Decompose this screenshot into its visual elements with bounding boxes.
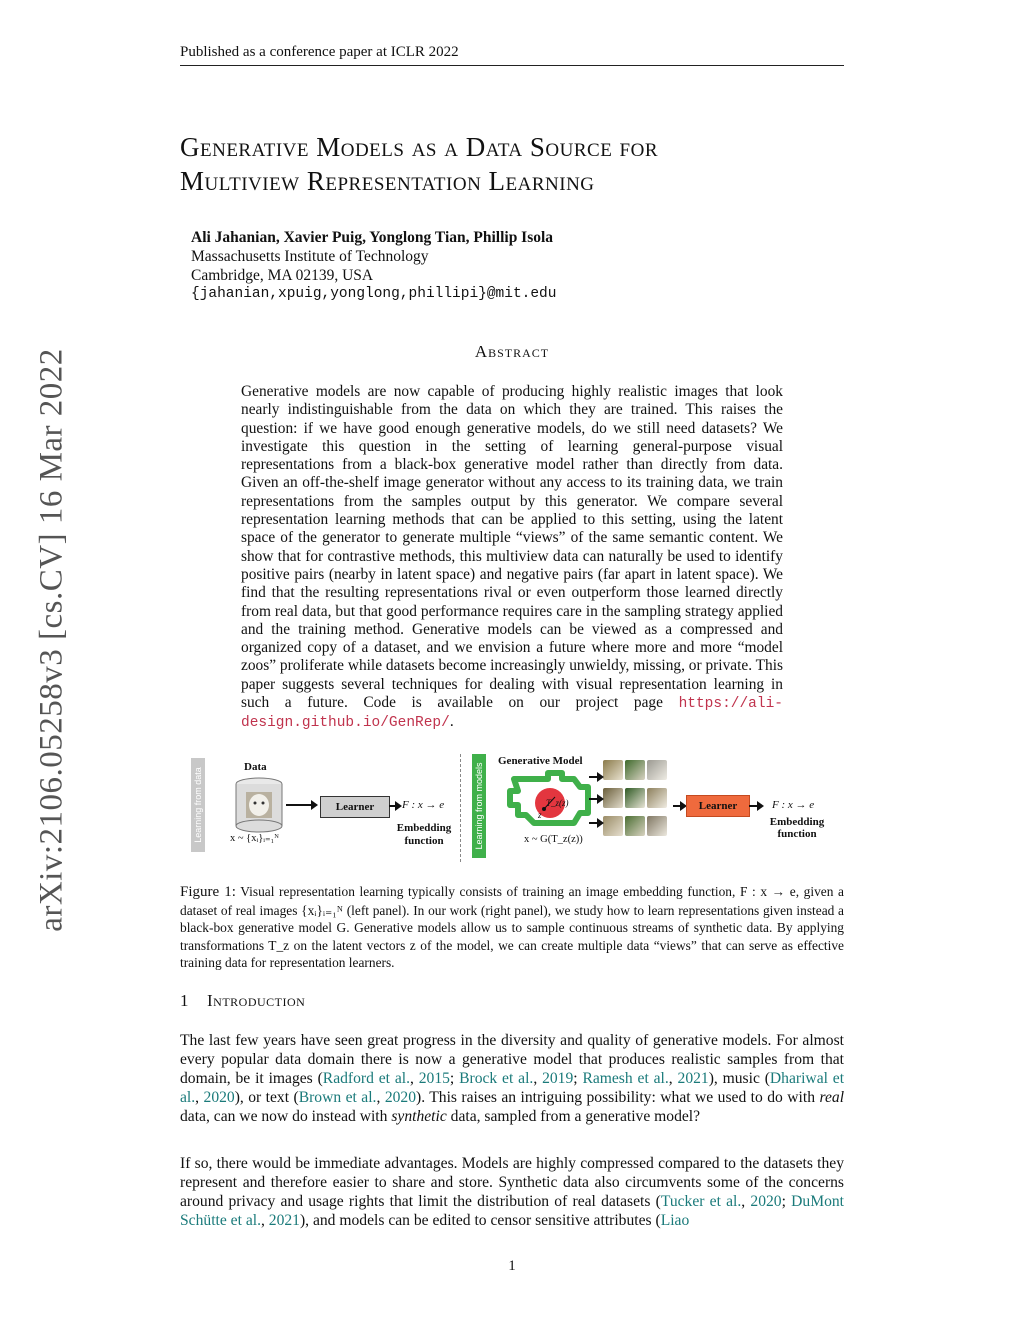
arxiv-identifier: arXiv:2106.05258v3 [cs.CV] 16 Mar 2022 <box>33 348 70 932</box>
affiliation: Massachusetts Institute of Technology <box>191 248 429 265</box>
data-label: Data <box>244 761 267 773</box>
citation-link[interactable]: DuMont Schütte et al. <box>180 1193 844 1229</box>
arrow-engine-row-3 <box>589 822 598 824</box>
sample-thumb <box>647 760 667 780</box>
embedding-left: Embedding <box>396 822 452 834</box>
abstract-text: Generative models are now capable of producing highly realistic images that look nearly indistinguishable from the data on which they are trained. This raises the question: if we have good enough generative models, do we still need datasets? We investigate this question in the setting of learning general-purpose visual representations from a black-box generative model rather than directly from data. Given an off-the-shelf image generator without any access to its training data, we train representations from the samples output by this generator. We compare several representation learning methods that can be applied to this setting, using the latent space of the generator to generate multiple “views” of the same semantic content. We show that for contrastive methods, this multiview data can naturally be used to identify positive pairs (nearby in latent space) and negative pairs (far apart in latent space). We find that the resulting representations rival or even outperform those learned directly from real data, but that good performance requires care in the sampling strategy applied and the training method. Generative models can be viewed as a compressed and organized copy of a dataset, and we envision a future where more and more “model zoos” proliferate while datasets become increasingly unwieldy, missing, or private. This paper suggests several techniques for dealing with visual representation learning in such a future. Code is available on our project page <box>241 383 783 712</box>
sample-thumb <box>625 760 645 780</box>
z-label: z <box>538 810 542 820</box>
arrow-learner-to-f-right <box>749 805 758 807</box>
paper-title <box>180 130 658 198</box>
sample-thumb <box>603 816 623 836</box>
citation-link[interactable]: Liao <box>660 1212 690 1229</box>
citation-link[interactable]: Brown et al. <box>298 1089 377 1106</box>
arrow-engine-row-1 <box>589 776 598 778</box>
tz-label: T_z(z) <box>546 798 569 808</box>
sample-thumb <box>647 816 667 836</box>
citation-link[interactable]: Ramesh et al. <box>582 1070 669 1087</box>
figure-caption <box>180 883 844 972</box>
arrow-samples-to-learner <box>673 805 681 807</box>
address: Cambridge, MA 02139, USA <box>191 267 374 284</box>
arrow-data-to-learner <box>286 804 312 806</box>
arrow-learner-to-f-left <box>389 805 396 807</box>
citation-link[interactable]: 2019 <box>542 1070 574 1087</box>
citation-link[interactable]: Tucker et al. <box>660 1193 742 1210</box>
section-heading: 1 Introduction <box>180 991 306 1010</box>
title-line-2: Multiview Representation Learning <box>180 166 595 196</box>
citation-link[interactable]: Brock et al. <box>459 1070 534 1087</box>
sample-thumb <box>647 788 667 808</box>
data-formula: x ~ {xᵢ}ᵢ₌₁ᴺ <box>230 833 280 844</box>
figure-1 <box>188 752 848 870</box>
panel-divider <box>460 754 461 862</box>
abstract-heading: Abstract <box>474 342 550 361</box>
running-header: Published as a conference paper at ICLR 2022 <box>180 44 459 60</box>
author-block <box>191 228 556 304</box>
right-panel-bar: Learning from models <box>472 754 486 858</box>
mapping-left: F : x → e <box>402 799 445 811</box>
intro-paragraph-1: The last few years have seen great progress in the diversity and quality of generative models. For almost every popular data domain there is now a generative model that produces realistic samples from that domain, be it images (Radford et al., 2015; Brock et al., 2019; Ramesh et al., 2021), music (Dhariwal et al., 2020), or text (Brown et al., 2020). This raises an intriguing possibility: what we used to do with real data, can we now do instead with synthetic data, sampled from a generative model? <box>180 1032 845 1125</box>
database-icon <box>234 776 284 834</box>
email[interactable]: {jahanian,xpuig,yonglong,phillipi}@mit.edu <box>191 286 557 302</box>
citation-link[interactable]: 2021 <box>268 1212 300 1229</box>
caption-label: Figure 1: <box>180 884 236 900</box>
learner-box-right: Learner <box>686 795 750 817</box>
citation-link[interactable]: Radford et al. <box>322 1070 410 1087</box>
sample-thumb <box>603 760 623 780</box>
sample-thumb <box>625 788 645 808</box>
citation-link[interactable]: Dhariwal et al. <box>180 1070 845 1106</box>
page-number: 1 <box>508 1258 516 1274</box>
citation-link[interactable]: 2021 <box>677 1070 709 1087</box>
sample-thumb <box>603 788 623 808</box>
mapping-right: F : x → e <box>772 799 815 811</box>
caption-text: Visual representation learning typically consists of training an image embedding function, F : x → e, given a dataset of real images {xᵢ}ᵢ₌₁ᴺ (left panel). In our work (right panel), we study how to learn representations given instead a black-box generative model G. Generative models allow us to sample continuous streams of synthetic data. By applying transformations T_z on the latent vectors z of the model, we can create multiple data “views” that can serve as effective training data for representation learners. <box>180 884 844 970</box>
arrow-engine-row-2 <box>589 798 598 800</box>
embedding-right: Embedding <box>769 816 825 828</box>
intro-paragraph-2: If so, there would be immediate advantages. Models are highly compressed compared to the datasets they represent and therefore easier to share and store. Synthetic data also circumvents some of the concerns around privacy and usage rights that limit the distribution of real datasets (Tucker et al., 2020; DuMont Schütte et al., 2021), and models can be edited to censor sensitive attributes (Liao <box>180 1155 844 1229</box>
author-names: Ali Jahanian, Xavier Puig, Yonglong Tian, Phillip Isola <box>191 229 554 246</box>
gen-formula: x ~ G(T_z(z)) <box>524 834 583 845</box>
citation-link[interactable]: 2020 <box>750 1193 782 1210</box>
citation-link[interactable]: 2020 <box>203 1089 235 1106</box>
abstract-body: Generative models are now capable of producing highly realistic images that look nearly indistinguishable from the data on which they are trained. This raises the question: if we have good enough generative models, do we still need datasets? We investigate this question in the setting of learning general-purpose visual representations from a black-box generative model rather than directly from data. Given an off-the-shelf image generator without any access to its training data, we train representations from the samples output by this generator. We compare several representation learning methods that can be applied to this setting, using the latent space of the generator to generate multiple “views” of the same semantic content. We show that for contrastive methods, this multiview data can naturally be used to identify positive pairs (nearby in latent space) and negative pairs (far apart in latent space). We find that the resulting representations rival or even outperform those learned directly from real data, but that good performance requires care in the sampling strategy applied and the training method. Generative models can be viewed as a compressed and organized copy of a dataset, and we envision a future where more and more “model zoos” proliferate while datasets become increasingly unwieldy, missing, or private. This paper suggests several techniques for dealing with visual representation learning in such a future. Code is available on our project page https://ali-design.github.io/GenRep/. <box>241 383 783 732</box>
citation-link[interactable]: 2020 <box>384 1089 416 1106</box>
generative-model-label: Generative Model <box>498 755 583 767</box>
function-right: function <box>777 828 817 840</box>
project-link[interactable]: https://ali-design.github.io/GenRep/ <box>241 696 783 732</box>
left-panel-bar: Learning from data <box>191 758 205 852</box>
function-left: function <box>404 835 444 847</box>
header-rule <box>180 65 844 66</box>
citation-link[interactable]: 2015 <box>418 1070 450 1087</box>
title-line-1: Generative Models as a Data Source for <box>180 132 659 162</box>
sample-thumb <box>625 816 645 836</box>
learner-box-left: Learner <box>320 796 390 818</box>
